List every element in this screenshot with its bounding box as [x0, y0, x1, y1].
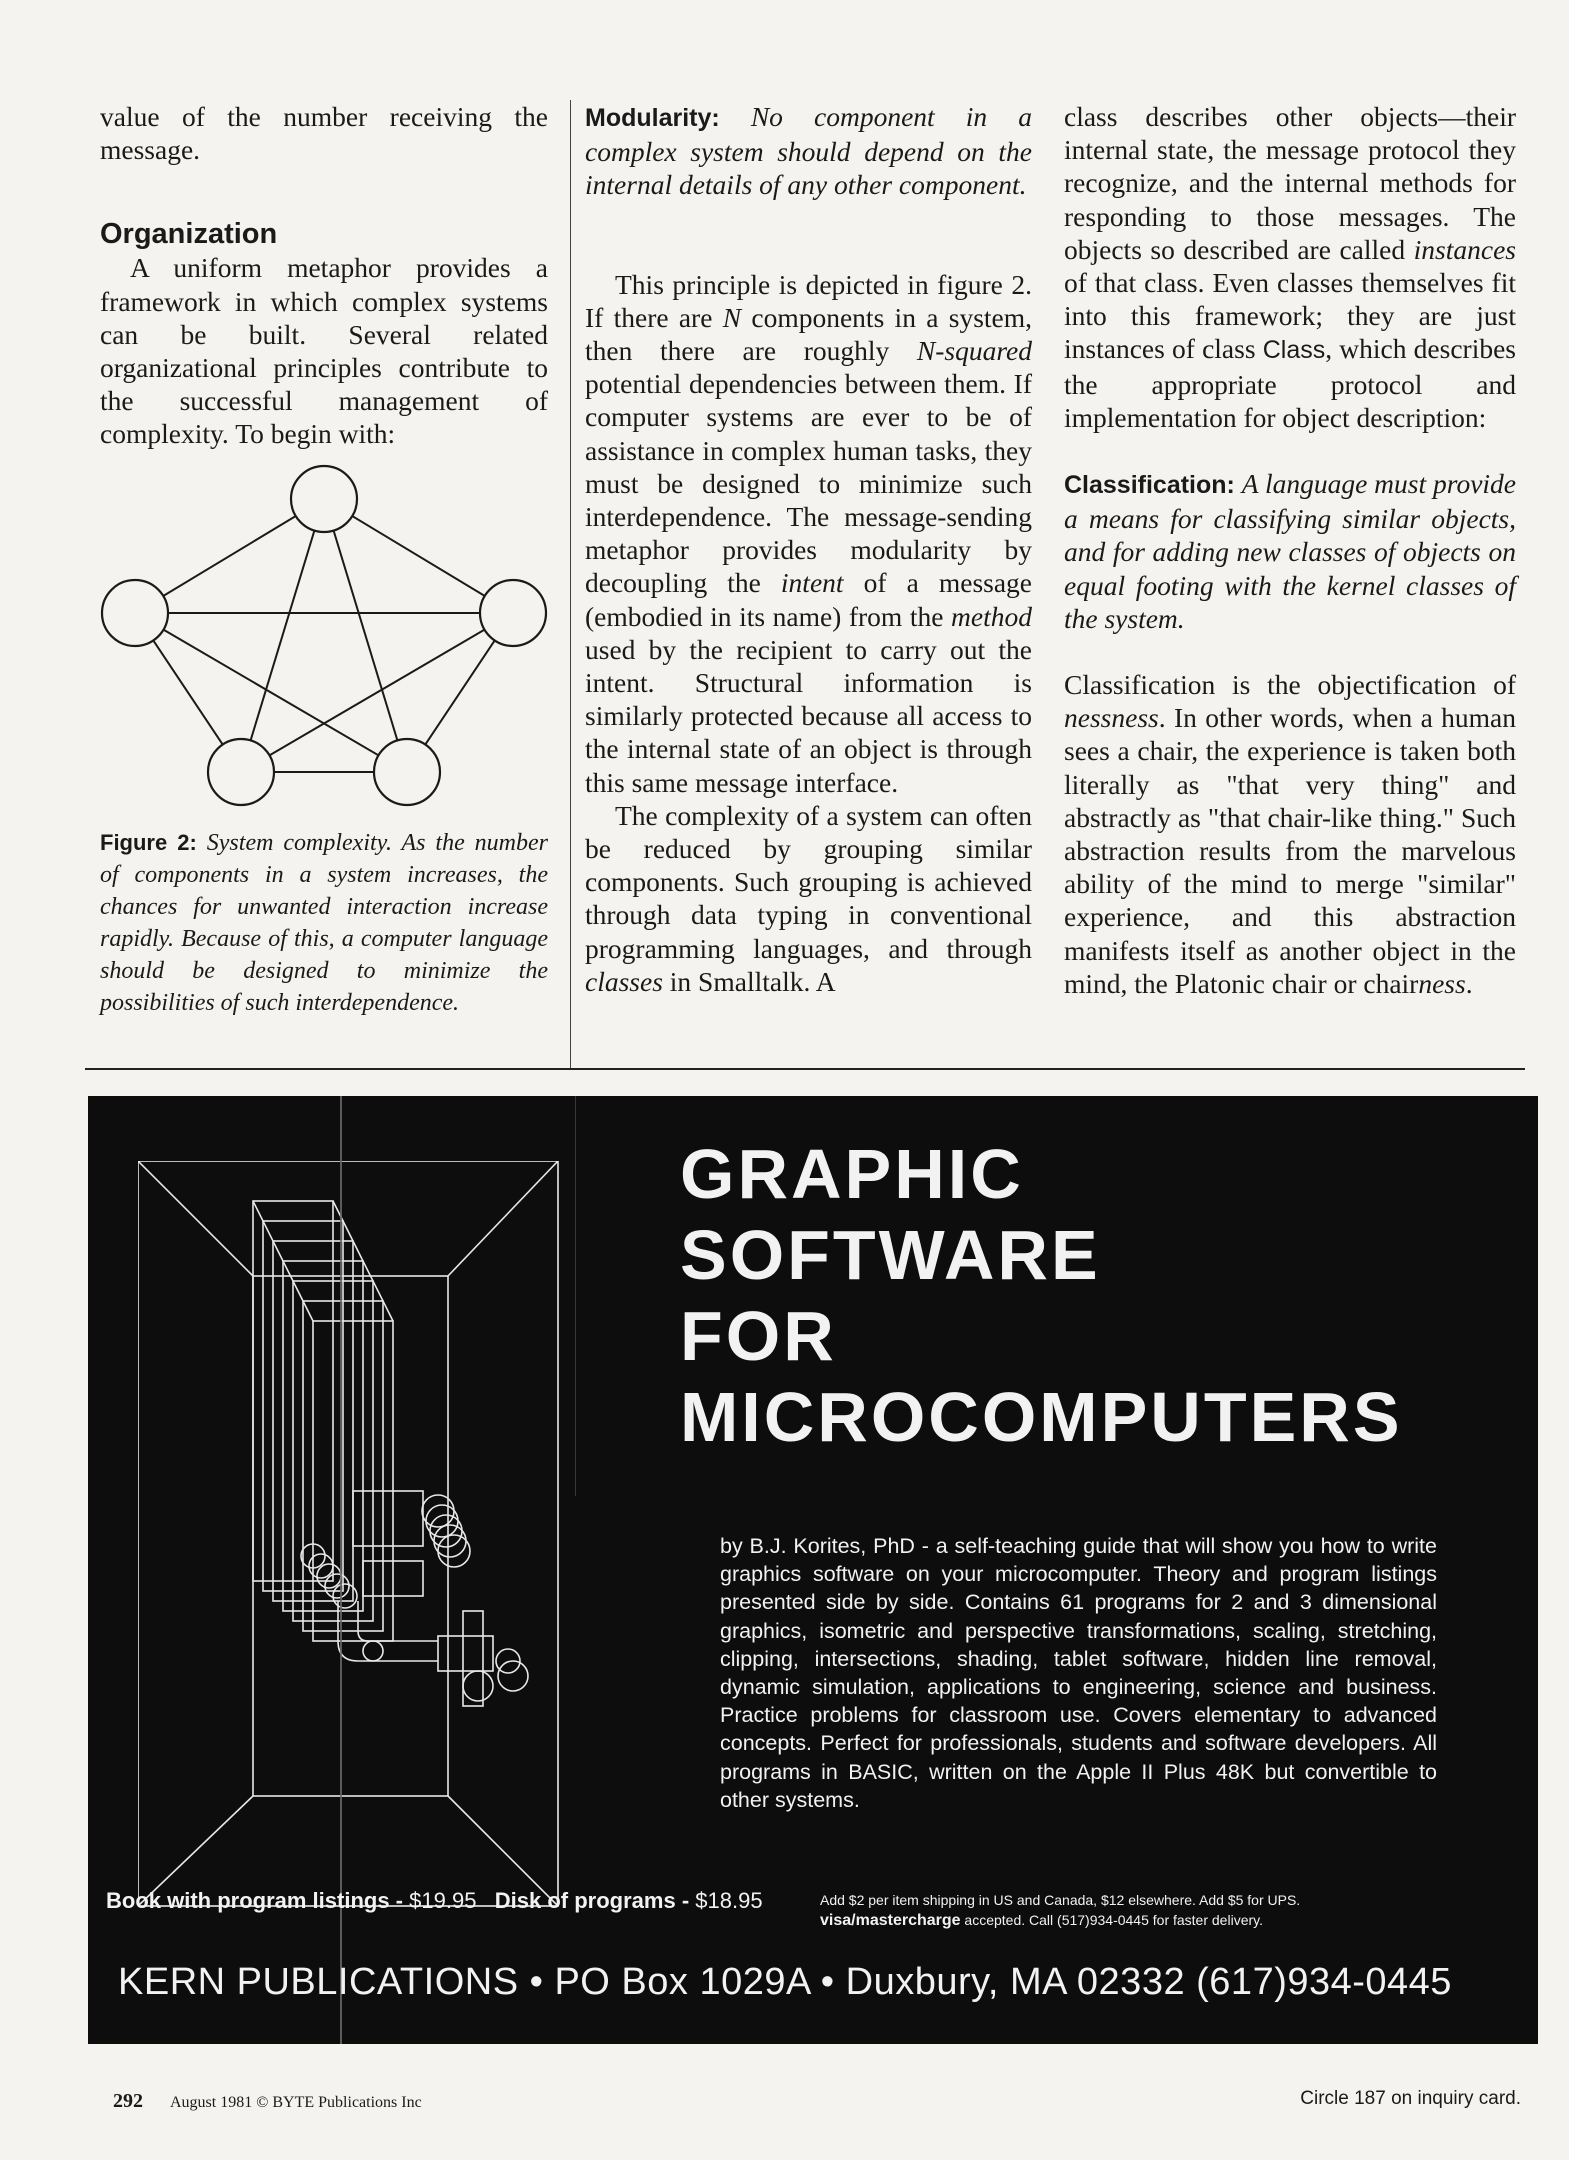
- wireframe-illustration: [138, 1161, 658, 1961]
- component-node: [102, 580, 168, 646]
- ad-address: KERN PUBLICATIONS • PO Box 1029A • Duxbury, MA 02332 (617)934-0445: [118, 1961, 1452, 2003]
- column-divider: [570, 100, 571, 1068]
- ad-prices: Book with program listings - $19.95 Disk of programs - $18.95: [106, 1888, 763, 1913]
- page-footer: [113, 2090, 422, 2113]
- col3-paragraph-1: class describes other objects—their internal state, the message protocol they recognize, and the internal methods for responding to those messages. The objects so described are called instances of that class. Even classes themselves fit into this framework; they are just instances of class Class, which describes the appropriate protocol and implementation for object description:: [1064, 101, 1516, 433]
- column-1: [100, 100, 548, 1019]
- column-2: [585, 100, 1032, 998]
- ad-title: GRAPHIC SOFTWARE FOR MICROCOMPUTERS: [680, 1135, 1403, 1456]
- section-heading: Organization: [100, 218, 278, 251]
- component-node: [480, 580, 546, 646]
- component-node: [291, 466, 357, 532]
- section-rule: [85, 1068, 1525, 1070]
- page-number: 292: [113, 2090, 143, 2112]
- component-node: [208, 739, 274, 805]
- col2-paragraph-2: The complexity of a system can often be reduced by grouping similar components. Such grouping is achieved through data typing in conventional programming languages, and through classes in Smalltalk. A: [585, 799, 1032, 997]
- col3-paragraph-2: Classification is the objectification of nessness. In other words, when a human sees a chair, the experience is taken both literally as "that very thing" and abstractly as "that chair-like thing." Such abstraction results from the marvelous ability of the mind to merge "similar" experience, and this abstraction manifests itself as another object in the mind, the Platonic chair or chairness.: [1064, 669, 1516, 999]
- column-3: [1064, 100, 1516, 1000]
- advertisement: [88, 1096, 1538, 2044]
- classification-principle: Classification: A language must provide a means for classifying similar objects, and for adding new classes of objects on equal footing with the kernel classes of the system.: [1064, 468, 1516, 634]
- component-node: [374, 739, 440, 805]
- complexity-diagram: [100, 457, 548, 817]
- magazine-credit: August 1981 © BYTE Publications Inc: [170, 2094, 422, 2111]
- ad-shipping: Add $2 per item shipping in US and Canada, $12 elsewhere. Add $5 for UPS. visa/mastercharge accepted. Call (517)934-0445 for faster delivery.: [820, 1892, 1301, 1929]
- fold-line: [575, 1096, 576, 1496]
- modularity-principle: Modularity: No component in a complex system should depend on the internal details of any other component.: [585, 101, 1032, 201]
- figure-caption: Figure 2: System complexity. As the number of components in a system increases, the chances for unwanted interaction increase rapidly. Because of this, a computer language should be designed to minimize the possibilities of such interdependence.: [100, 829, 548, 1016]
- ad-description: by B.J. Korites, PhD - a self-teaching guide that will show you how to write graphics software on your microcomputer. Theory and program listings presented side by side. Contains 61 programs for 2 and 3 dimensional graphics, isometric and perspective transformations, scaling, stretching, clipping, intersections, shading, tablet software, hidden line removal, dynamic simulation, applications to engineering, science and business. Practice problems for classroom use. Covers elementary to advanced concepts. Perfect for professionals, students and software developers. All programs in BASIC, written on the Apple II Plus 48K but convertible to other systems.: [720, 1534, 1437, 1812]
- col1-paragraph-2: A uniform metaphor provides a framework in which complex systems can be built. Several related organizational principles contribute to the successful management of complexity. To begin with:: [100, 252, 548, 450]
- inquiry-note: Circle 187 on inquiry card.: [1300, 2088, 1521, 2109]
- col2-paragraph-1: This principle is depicted in figure 2. If there are N components in a system, then there are roughly N-squared potential dependencies between them. If computer systems are ever to be of assistance in complex human tasks, they must be designed to minimize such interdependence. The message-sending metaphor provides modularity by decoupling the intent of a message (embodied in its name) from the method used by the recipient to carry out the intent. Structural information is similarly protected because all access to the internal state of an object is through this same message interface.: [585, 268, 1033, 798]
- col1-paragraph-1: value of the number receiving the message.: [100, 101, 548, 166]
